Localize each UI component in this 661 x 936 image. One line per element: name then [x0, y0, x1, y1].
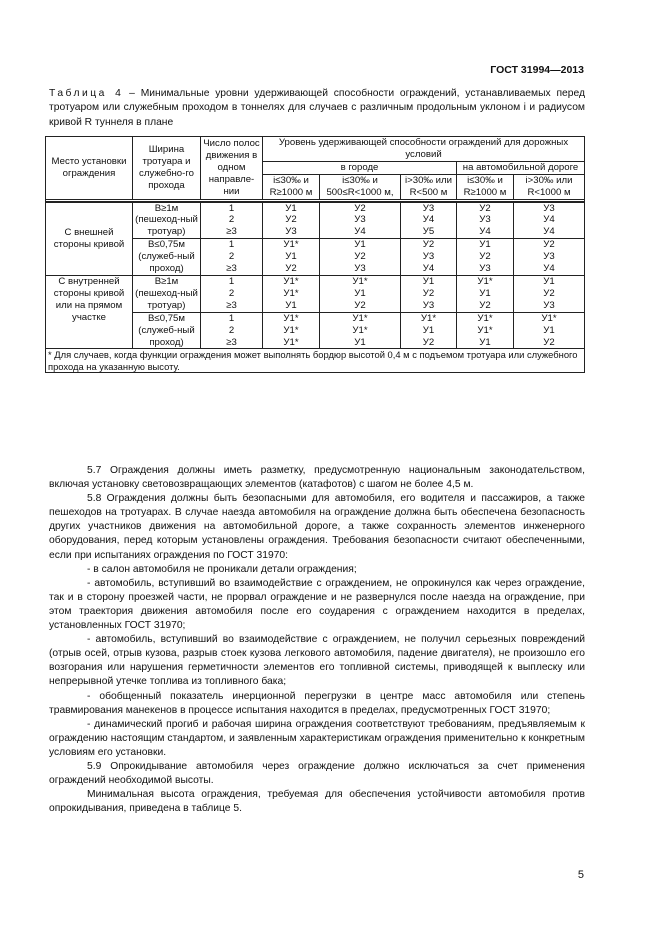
header-city: в городе — [263, 161, 457, 174]
bullet-3: - автомобиль, вступивший во взаимодействие с ограждением, не получил серьезных повреждений (отрыв осей, отрыв кузова, разрыв стоек кузова легкового автомобиля, падение двигателя), не произошло его возгорания или нарушения герметичности элементов его топливной системы, приводящей к выплеску или непрерывной утечке топлива из топливного бака; — [49, 634, 585, 688]
table-row — [46, 275, 585, 312]
header-col-4: i≤30‰ и R≥1000 м — [457, 174, 514, 199]
cell-c1: У1 У2 У3 — [263, 202, 320, 239]
cell-c5: У1* У1 У2 — [514, 312, 585, 349]
header-col-5: i>30‰ или R<1000 м — [514, 174, 585, 199]
cell-width: B≥1м (пешеход-ный тротуар) — [133, 275, 201, 312]
header-road: на автомобильной дороге — [457, 161, 585, 174]
cell-c1: У1* У1* У1 — [263, 275, 320, 312]
table-caption — [49, 87, 585, 130]
body-text — [49, 464, 585, 816]
table-row — [46, 202, 585, 239]
place-outer: С внешней стороны кривой — [46, 202, 133, 276]
document-id: ГОСТ 31994—2013 — [490, 64, 584, 76]
table-caption-text: – Минимальные уровни удерживающей способности ограждений, устанавливаемых перед тротуаром или служебным проходом в тоннелях для случаев с различным продольным уклоном i и радиусом кривой R туннеля в плане — [49, 88, 585, 128]
cell-c5: У1 У2 У3 — [514, 275, 585, 312]
table-note: * Для случаев, когда функции ограждения может выполнять бордюр высотой 0,4 м с подъемом тротуара или служебного прохода на указанную высоту. — [46, 349, 585, 373]
header-level: Уровень удерживающей способности ограждений для дорожных условий — [263, 137, 585, 162]
cell-width: B≤0,75м (служеб-ный проход) — [133, 239, 201, 276]
cell-c4: У1 У2 У3 — [457, 239, 514, 276]
table-caption-lead: Таблица 4 — [49, 88, 124, 99]
clause-5-7: 5.7 Ограждения должны иметь разметку, предусмотренную национальным законодательством, включая установку световозвращающих элементов (катафотов) с шагом не более 4,5 м. — [49, 465, 585, 491]
cell-c2: У2 У3 У4 — [320, 202, 401, 239]
cell-c4: У2 У3 У4 — [457, 202, 514, 239]
place-inner: С внутренней стороны кривой или на прямом участке — [46, 275, 133, 348]
cell-c3: У2 У3 У4 — [401, 239, 457, 276]
cell-c1: У1* У1 У2 — [263, 239, 320, 276]
header-lanes: Число полос движения в одном направле-нии — [201, 137, 263, 200]
cell-c3: У1 У2 У3 — [401, 275, 457, 312]
cell-c4: У1* У1 У2 — [457, 275, 514, 312]
cell-c3: У3 У4 У5 — [401, 202, 457, 239]
bullet-1: - в салон автомобиля не проникали детали ограждения; — [87, 563, 357, 575]
cell-c2: У1* У1 У2 — [320, 275, 401, 312]
header-col-3: i>30‰ или R<500 м — [401, 174, 457, 199]
cell-width: B≤0,75м (служеб-ный проход) — [133, 312, 201, 349]
header-col-2: i≤30‰ и 500≤R<1000 м, — [320, 174, 401, 199]
cell-width: B≥1м (пешеход-ный тротуар) — [133, 202, 201, 239]
table-4 — [45, 136, 585, 373]
cell-lanes: 1 2 ≥3 — [201, 239, 263, 276]
cell-c1: У1* У1* У1* — [263, 312, 320, 349]
header-col-1: i≤30‰ и R≥1000 м — [263, 174, 320, 199]
clause-5-9-cont: Минимальная высота ограждения, требуемая для обеспечения устойчивости автомобиля против опрокидывания, приведена в таблице 5. — [49, 789, 585, 815]
clause-5-8: 5.8 Ограждения должны быть безопасными для автомобиля, его водителя и пассажиров, а также пешеходов на тротуарах. В случае наезда автомобиля на ограждение должна быть обеспечена безопасность других участников движения на автомобильной дороге, а также сохранность элементов инженерного оборудования, перед которым установлены ограждения. Требования безопасности считают обеспеченными, если при испытаниях ограждения по ГОСТ 31970: — [49, 493, 585, 561]
bullet-2: - автомобиль, вступивший во взаимодействие с ограждением, не опрокинулся как через ограждение, так и в сторону проезжей части, не прорвал ограждение и не развернулся после наезда на ограждение, при этом траектория движения автомобиля после его соударения с ограждением находится в пределах, установленных ГОСТ 31970; — [49, 577, 585, 632]
cell-lanes: 1 2 ≥3 — [201, 202, 263, 239]
header-width: Ширина тротуара и служебно-го прохода — [133, 137, 201, 200]
cell-c2: У1* У1* У1 — [320, 312, 401, 349]
cell-c5: У3 У4 У4 — [514, 202, 585, 239]
cell-c3: У1* У1 У2 — [401, 312, 457, 349]
cell-lanes: 1 2 ≥3 — [201, 312, 263, 349]
header-place: Место установки ограждения — [46, 137, 133, 200]
page-number: 5 — [577, 869, 584, 881]
bullet-4: - обобщенный показатель инерционной перегрузки в центре масс автомобиля или степень травмирования манекенов в процессе испытания находится в пределах, предусмотренных ГОСТ 31970; — [49, 690, 585, 716]
cell-c4: У1* У1* У1 — [457, 312, 514, 349]
cell-c2: У1 У2 У3 — [320, 239, 401, 276]
clause-5-9: 5.9 Опрокидывание автомобиля через ограждение должно исключаться за счет применения ограждений необходимой высоты. — [49, 760, 585, 787]
bullet-5: - динамический прогиб и рабочая ширина ограждения соответствуют требованиям, предъявляемым к ограждению настоящим стандартом, и заявленным характеристикам ограждения применительно к конкретным условиям его установки. — [49, 718, 585, 758]
cell-lanes: 1 2 ≥3 — [201, 275, 263, 312]
cell-c5: У2 У3 У4 — [514, 239, 585, 276]
